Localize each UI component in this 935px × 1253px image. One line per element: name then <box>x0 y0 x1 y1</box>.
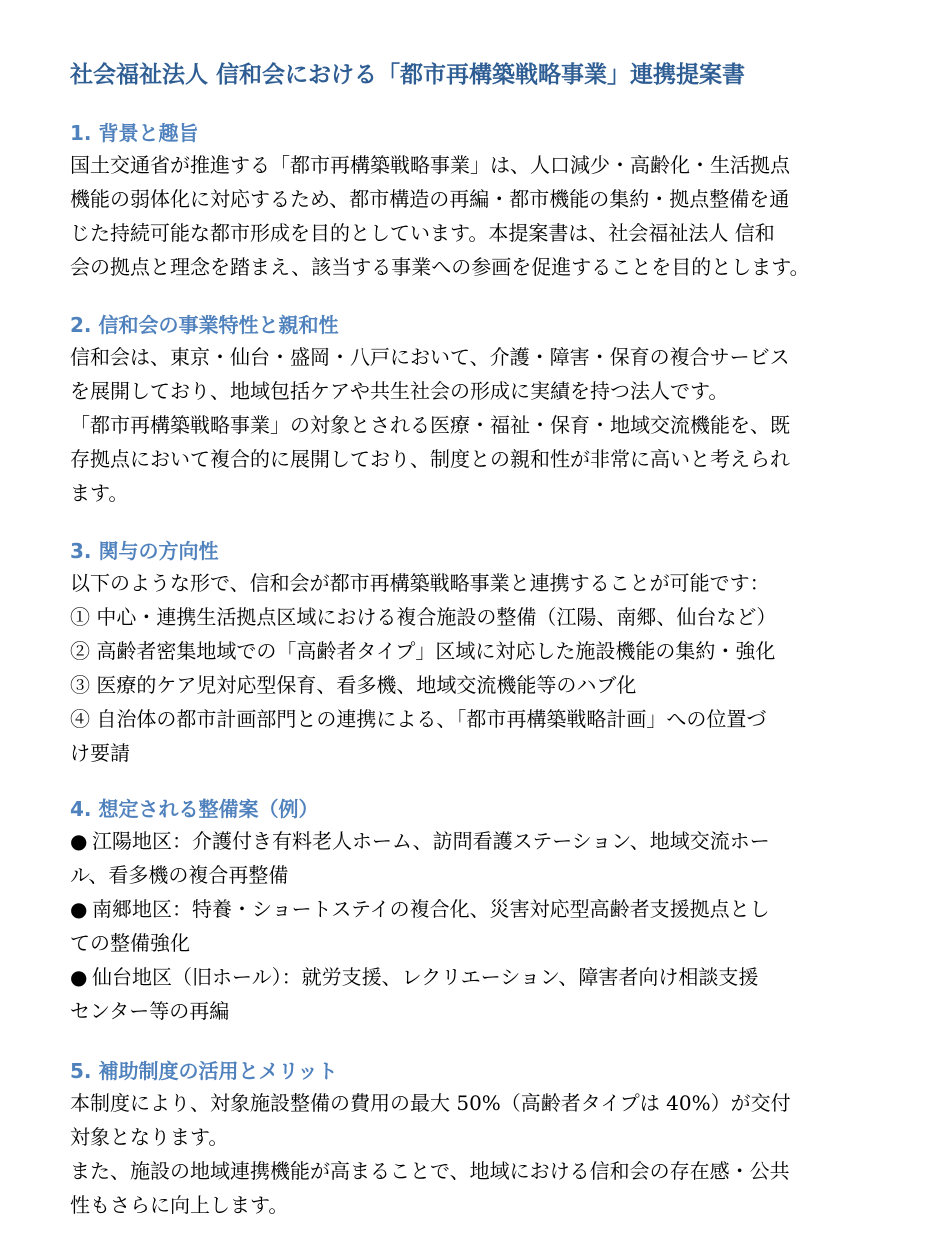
bullet-item <box>70 960 920 994</box>
bullet-text: 江陽地区：介護付き有料老人ホーム、訪問看護ステーション、地域交流ホー <box>92 829 770 853</box>
bullet-item <box>70 892 920 926</box>
document-title: 社会福祉法人 信和会における「都市再構築戦略事業」連携提案書 <box>70 62 746 88</box>
paragraph-line: を展開しており、地域包括ケアや共生社会の形成に実績を持つ法人です。 <box>70 379 729 403</box>
bullet-text: 仙台地区（旧ホール）：就労支援、レクリエーション、障害者向け相談支援 <box>92 965 759 989</box>
bullet-text: 南郷地区：特養・ショートステイの複合化、災害対応型高齢者支援拠点とし <box>92 897 770 921</box>
paragraph-line: 本制度により、対象施設整備の費用の最大 50%（高齢者タイプは 40%）が交付 <box>70 1091 791 1115</box>
paragraph-line: 性もさらに向上します。 <box>70 1193 289 1217</box>
bullet-icon: ● <box>70 897 88 921</box>
numbered-item: ④ 自治体の都市計画部門との連携による、「都市再構築戦略計画」への位置づ <box>70 707 767 731</box>
section-characteristics <box>70 310 920 510</box>
numbered-item: ③ 医療的ケア児対応型保育、看多機、地域交流機能等のハブ化 <box>70 673 637 697</box>
section-direction <box>70 536 920 770</box>
section-heading: 3. 関与の方向性 <box>70 539 219 563</box>
bullet-icon: ● <box>70 965 88 989</box>
paragraph-line: 対象となります。 <box>70 1125 229 1149</box>
bullet-item-continuation: ての整備強化 <box>70 931 190 955</box>
section-subsidy <box>70 1056 920 1222</box>
section-plans <box>70 794 920 1028</box>
bullet-icon: ● <box>70 829 88 853</box>
paragraph-line: 以下のような形で、信和会が都市再構築戦略事業と連携することが可能です： <box>70 571 770 595</box>
paragraph-line: また、施設の地域連携機能が高まることで、地域における信和会の存在感・公共 <box>70 1159 790 1183</box>
bullet-item <box>70 824 920 858</box>
paragraph-line: ます。 <box>70 481 129 505</box>
section-heading: 5. 補助制度の活用とメリット <box>70 1059 338 1083</box>
paragraph-line: 信和会は、東京・仙台・盛岡・八戸において、介護・障害・保育の複合サービス <box>70 345 790 369</box>
section-heading: 1. 背景と趣旨 <box>70 121 199 145</box>
bullet-item-continuation: センター等の再編 <box>70 999 230 1023</box>
section-heading: 2. 信和会の事業特性と親和性 <box>70 313 339 337</box>
section-background <box>70 118 920 284</box>
numbered-item-continuation: け要請 <box>70 741 130 765</box>
paragraph-line: 「都市再構築戦略事業」の対象とされる医療・福祉・保育・地域交流機能を、既 <box>70 413 790 437</box>
paragraph-line: 機能の弱体化に対応するため、都市構造の再編・都市機能の集約・拠点整備を通 <box>70 187 790 211</box>
paragraph-line: 会の拠点と理念を踏まえ、該当する事業への参画を促進することを目的とします。 <box>70 255 810 279</box>
paragraph-line: 存拠点において複合的に展開しており、制度との親和性が非常に高いと考えられ <box>70 447 790 471</box>
bullet-item-continuation: ル、看多機の複合再整備 <box>70 863 289 887</box>
numbered-item: ② 高齢者密集地域での「高齢者タイプ」区域に対応した施設機能の集約・強化 <box>70 639 776 663</box>
paragraph-line: じた持続可能な都市形成を目的としています。本提案書は、社会福祉法人 信和 <box>70 221 775 245</box>
section-heading: 4. 想定される整備案（例） <box>70 797 319 821</box>
numbered-item: ① 中心・連携生活拠点区域における複合施設の整備（江陽、南郷、仙台など） <box>70 605 777 629</box>
paragraph-line: 国土交通省が推進する「都市再構築戦略事業」は、人口減少・高齢化・生活拠点 <box>70 153 790 177</box>
